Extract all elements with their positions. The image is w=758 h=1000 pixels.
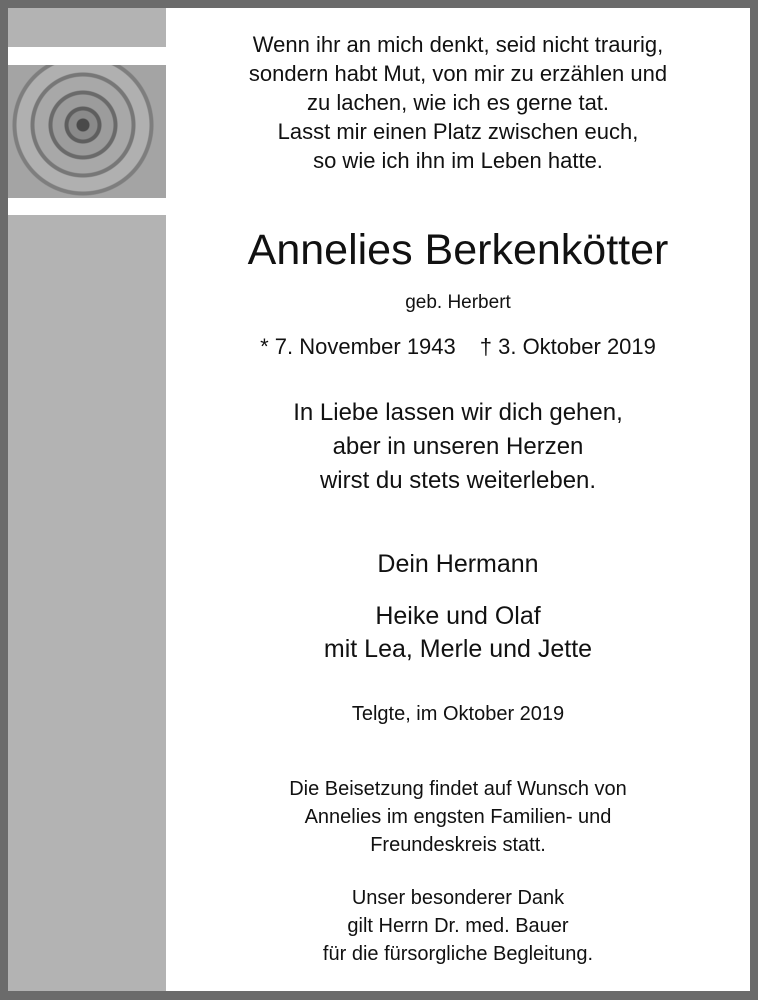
- place-date: Telgte, im Oktober 2019: [351, 703, 565, 725]
- poem: [166, 30, 750, 175]
- thanks-line: gilt Herrn Dr. med. Bauer: [347, 915, 569, 937]
- verse-line: aber in unseren Herzen: [332, 433, 584, 460]
- rose-image: [8, 65, 166, 198]
- funeral-line: Die Beisetzung findet auf Wunsch von: [289, 778, 627, 800]
- funeral-line: Annelies im engsten Familien- und: [304, 806, 612, 828]
- mourner: Heike und Olaf: [375, 602, 541, 630]
- thanks-line: Unser besonderer Dank: [351, 887, 565, 909]
- obituary-notice: [8, 8, 750, 991]
- gray-band-top: [8, 8, 166, 47]
- thanks-line: für die fürsorgliche Begleitung.: [322, 943, 594, 965]
- mourner: Dein Hermann: [377, 550, 539, 578]
- poem-line: sondern habt Mut, von mir zu erzählen und: [248, 61, 668, 86]
- birth-date: * 7. November 1943: [260, 334, 456, 359]
- funeral-note: [166, 775, 750, 859]
- death-date: † 3. Oktober 2019: [479, 334, 656, 359]
- verse-line: In Liebe lassen wir dich gehen,: [293, 399, 623, 426]
- poem-line: zu lachen, wie ich es gerne tat.: [306, 90, 610, 115]
- poem-line: so wie ich ihn im Leben hatte.: [313, 148, 603, 173]
- poem-line: Lasst mir einen Platz zwischen euch,: [277, 119, 639, 144]
- verse: [166, 396, 750, 498]
- verse-line: wirst du stets weiterleben.: [319, 467, 597, 494]
- poem-line: Wenn ihr an mich denkt, seid nicht traurig,: [252, 32, 664, 57]
- thanks: [166, 884, 750, 968]
- dates: [166, 333, 750, 361]
- deceased-name: Annelies Berkenkötter: [247, 226, 669, 274]
- gray-band-side: [8, 215, 166, 991]
- mourners: [166, 600, 750, 666]
- funeral-line: Freundeskreis statt.: [370, 834, 546, 856]
- maiden-name: geb. Herbert: [405, 292, 511, 313]
- mourner: mit Lea, Merle und Jette: [323, 635, 593, 663]
